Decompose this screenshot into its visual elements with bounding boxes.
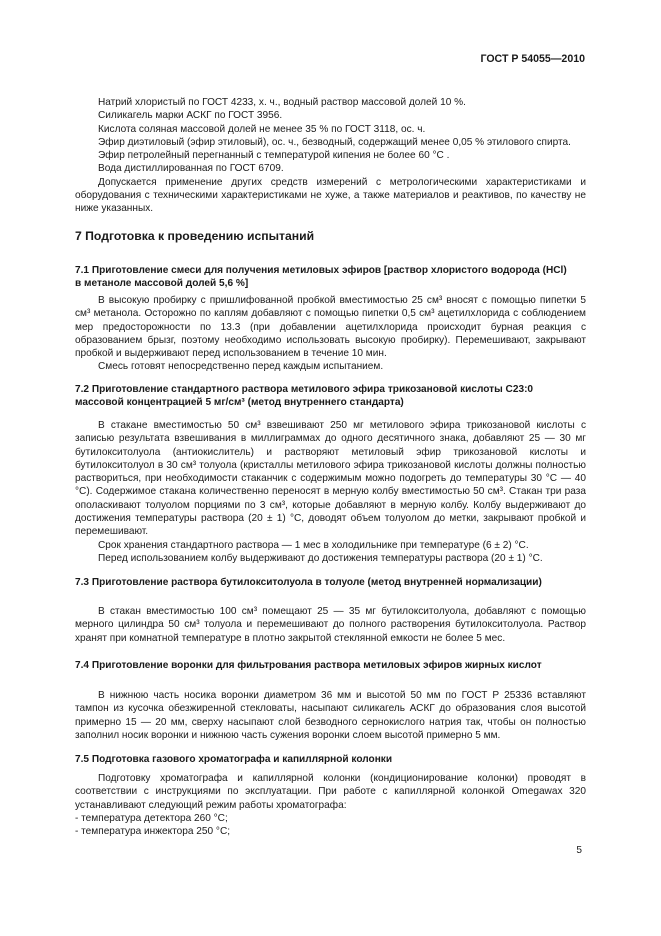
standard-number: ГОСТ Р 54055—2010: [480, 53, 585, 65]
subsection-body-7-1: [75, 294, 586, 374]
paragraph: Срок хранения стандартного раствора — 1 мес в холодильнике при температуре (6 ± 2) °С.: [98, 539, 529, 551]
subsection-body-7-3: [75, 605, 586, 645]
subsection-title-7-4: 7.4 Приготовление воронки для фильтрования раствора метиловых эфиров жирных кислот: [75, 660, 542, 671]
paragraph: Подготовку хроматографа и капиллярной колонки (кондиционирование колонки) проводят в соответствии с инструкциями по эксплуатации. При работе с капиллярной колонкой Omegawax 320 устанавливают следующий режим работы хроматографа:: [75, 773, 586, 811]
material-item: Эфир диэтиловый (эфир этиловый), ос. ч., безводный, содержащий менее 0,05 % этилового спирта.: [98, 136, 571, 148]
materials-note: Допускается применение других средств измерений с метрологическими характеристиками и оборудования с техническими характеристиками не хуже, а также материалов и реактивов, по качеству не ниже указанных.: [75, 176, 586, 215]
subsection-body-7-5: [75, 772, 586, 838]
material-item: Эфир петролейный перегнанный с температурой кипения не более 60 °С .: [98, 150, 450, 162]
list-item: - температура инжектора 250 °С;: [75, 826, 231, 838]
paragraph: Смесь готовят непосредственно перед каждым испытанием.: [98, 361, 384, 373]
material-item: Силикагель марки АСКГ по ГОСТ 3956.: [98, 110, 283, 122]
material-item: Кислота соляная массовой долей не менее 35 % по ГОСТ 3118, ос. ч.: [98, 123, 426, 135]
subsection-title-7-2: 7.2 Приготовление стандартного раствора метилового эфира трикозановой кислоты С23:0 массовой концентрацией 5 мг/см³ (метод внутреннего стандарта): [75, 384, 534, 408]
list-item: - температура детектора 260 °С;: [75, 812, 228, 824]
subsection-body-7-2: [75, 419, 586, 565]
materials-list: [75, 96, 586, 216]
paragraph: В нижнюю часть носика воронки диаметром 36 мм и высотой 50 мм по ГОСТ Р 25336 вставляют тампон из кусочка обезжиренной стекловаты, насыпают силикагель АСКГ до образования слоя высотой примерно 15 — 20 мм, сверху насыпают слой безводного сернокислого натрия так, чтобы он полностью заполнил носик воронки и нижнюю часть сужения воронки слоем высотой примерно 5 мм.: [75, 690, 586, 741]
subsection-title-7-1: 7.1 Приготовление смеси для получения метиловых эфиров [раствор хлористого водорода (HCl) в метаноле массовой долей 5,6 %]: [75, 265, 567, 289]
material-item: Вода дистиллированная по ГОСТ 6709.: [98, 163, 284, 175]
section-title: 7 Подготовка к проведению испытаний: [75, 229, 315, 243]
subsection-body-7-4: [75, 689, 586, 742]
subsection-title-7-5: 7.5 Подготовка газового хроматографа и капиллярной колонки: [75, 754, 393, 765]
material-item: Натрий хлористый по ГОСТ 4233, х. ч., водный раствор массовой долей 10 %.: [98, 97, 466, 108]
paragraph: В высокую пробирку с пришлифованной пробкой вместимостью 25 см³ вносят с помощью пипетки 5 см³ метанола. Осторожно по каплям добавляют с помощью пипетки 0,5 см³ ацетилхлорида с соблюдением мер предосторожности по 13.3 (при добавлении ацетилхлорида происходит бурная реакция с образованием брызг, поэтому необходимо использовать высокую пробирку). Перемешивают, закрывают пробкой и выдерживают перед использованием в течение 10 мин.: [75, 295, 586, 360]
page-number: 5: [576, 845, 582, 856]
subsection-title-7-3: 7.3 Приготовление раствора бутилокситолуола в толуоле (метод внутренней нормализации): [75, 577, 542, 588]
paragraph: Перед использованием колбу выдерживают до достижения температуры раствора (20 ± 1) °С.: [98, 552, 543, 564]
paragraph: В стакане вместимостью 50 см³ взвешивают 250 мг метилового эфира трикозановой кислоты с записью результата взвешивания в миллиграммах до одного десятичного знака, добавляют 25 — 30 мг бутилокситолуола (антиокислитель) и растворяют метиловый эфир трикозановой кислоты и бутилокситолуол в 30 см³ толуола (кристаллы метилового эфира трикозановой кислоты должны полностью раствориться, при необходимости стаканчик с содержимым можно подогреть до температуры 30 °С — 40 °С). Содержимое стакана количественно переносят в мерную колбу вместимостью 50 см³. Стакан три раза ополаскивают толуолом порциями по 3 см³, которые добавляют в мерную колбу. Колбу выдерживают до достижения температуры раствора (20 ± 1) °С, доводят объем толуолом до метки, закрывают пробкой и перемешивают.: [75, 420, 586, 538]
paragraph: В стакан вместимостью 100 см³ помещают 25 — 35 мг бутилокситолуола, добавляют с помощью мерного цилиндра 50 см³ толуола и перемешивают до полного растворения бутилокситолуола. Раствор хранят при комнатной температуре в плотно закрытой стеклянной емкости не более 5 мес.: [75, 606, 586, 644]
